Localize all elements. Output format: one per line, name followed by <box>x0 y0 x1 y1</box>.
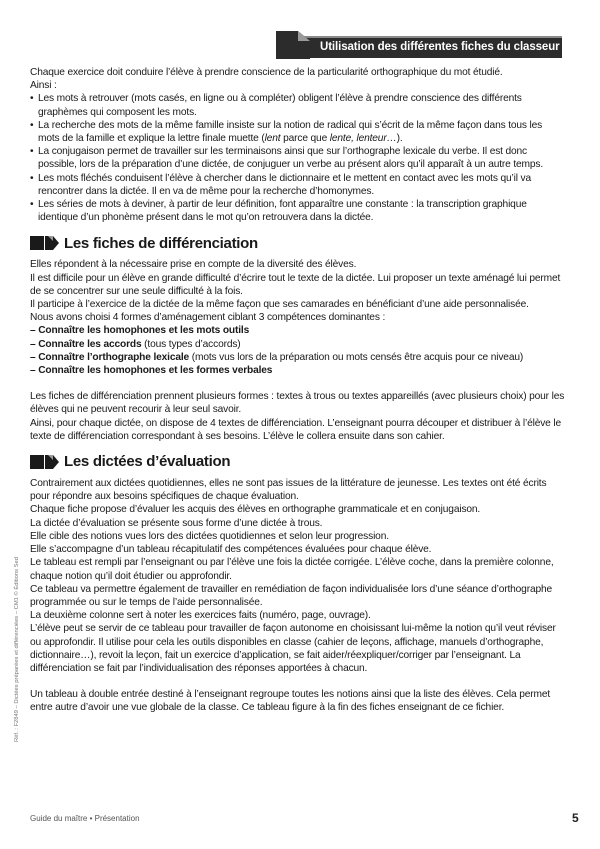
bullet-item: • Les mots à retrouver (mots casés, en ligne ou à compléter) obligent l’élève à prendre conscience des différents graphèmes qui composent les mots. <box>30 92 565 118</box>
paragraph: Ainsi, pour chaque dictée, on dispose de 4 textes de différenciation. L’enseignant pourra découper et distribuer à l’élève le texte de différenciation correspondant à ses besoins. L’élève le collera ensuite dans son cahier. <box>30 417 561 442</box>
paragraph: Il participe à l’exercice de la dictée de la même façon que ses camarades en bénéficiant d’une aide personnalisée. <box>30 299 529 311</box>
paragraph: L’élève peut se servir de ce tableau pour travailler de façon autonome en choisissant lui-même la notion qu’il veut réviser ou approfondir. Il utilise pour cela les outils disponibles en classe (cahier de leçons, affichage, manuels d’orthographe, dictionnaire…), revoit la leçon, fait un exercice d’application, se fait aider/réexpliquer/corriger par l’enseignant. La différenciation se fait par l’individualisation des réponses apportées à chacun. <box>30 623 556 674</box>
paragraph: Il est difficile pour un élève en grande difficulté d’écrire tout le texte de la dictée. Lui proposer un texte aménagé lui permet de se concentrer sur une seule difficulté à la fois. <box>30 272 561 297</box>
side-reference: Réf. : F2849 – Dictées préparées et différenciées – CM1 © Éditions Sed <box>14 557 20 742</box>
bullet-italic: lente, lenteur… <box>329 133 397 145</box>
competence-item <box>30 364 565 377</box>
competence-bold: – Connaître l’orthographe lexicale <box>30 351 190 363</box>
competence-item <box>30 351 565 364</box>
bullet-text: parce que <box>280 133 330 145</box>
paragraph: Ce tableau va permettre également de travailler en remédiation de façon individualisée lors d’une séance d’orthographe programmée ou sur le temps de l’aide personnalisée. <box>30 583 553 608</box>
competence-rest: (tous types d’accords) <box>141 338 241 350</box>
page-header-title: Utilisation des différentes fiches du classeur <box>320 41 560 53</box>
bullet-italic: lent <box>264 133 281 145</box>
competence-item <box>30 324 565 337</box>
paragraph: Le tableau est rempli par l’enseignant ou par l’élève une fois la dictée corrigée. L’élève coche, dans la première colonne, chaque notion qu’il doit étudier ou approfondir. <box>30 557 554 582</box>
paragraph: Les fiches de différenciation prennent plusieurs formes : textes à trous ou textes appareillés (avec plusieurs choix) pour les élèves qui ne peuvent recourir à leur seul savoir. <box>30 391 565 416</box>
bullet-text: ). <box>396 133 403 145</box>
paragraph: Chaque fiche propose d’évaluer les acquis des élèves en orthographe grammaticale et en conjugaison. <box>30 504 481 516</box>
bullet-item: • Les mots fléchés conduisent l’élève à chercher dans le dictionnaire et le mettent en contact avec les mots qu’il va rencontrer dans la dictée. Il en va de même pour la recherche d’homonymes. <box>30 172 565 198</box>
competence-bold: – Connaître les homophones et les formes verbales <box>30 365 273 377</box>
paragraph: Elle s’accompagne d’un tableau récapitulatif des compétences évaluées pour chaque élève. <box>30 544 432 556</box>
competence-bold: – Connaître les homophones et les mots outils <box>30 325 250 337</box>
competence-list <box>30 324 565 377</box>
section-heading-evaluation <box>30 453 565 471</box>
paragraph: Contrairement aux dictées quotidiennes, elles ne sont pas issues de la littérature de jeunesse. Les textes ont été écrits pour répondre aux besoins spécifiques de chaque évaluation. <box>30 478 547 503</box>
intro-ainsi: Ainsi : <box>30 80 57 92</box>
section-arrow-icon <box>30 235 60 251</box>
header-tab-icon <box>276 31 310 59</box>
section-heading-differenciation <box>30 234 565 252</box>
competence-item <box>30 338 565 351</box>
page-content <box>30 66 565 715</box>
paragraph: Elle cible des notions vues lors des dictées quotidiennes et selon leur progression. <box>30 530 389 542</box>
paragraph: Nous avons choisi 4 formes d’aménagement ciblant 3 compétences dominantes : <box>30 312 386 324</box>
page-number: 5 <box>572 811 579 825</box>
closing-paragraph: Un tableau à double entrée destiné à l’enseignant regroupe toutes les notions ainsi que la liste des élèves. Cela permet entre autre d’avoir une vue globale de la classe. Ce tableau figure à la fin des fiches enseignant de ce fichier. <box>30 689 551 714</box>
bullet-item: • Les séries de mots à deviner, à partir de leur définition, font apparaître une constante : la transcription graphique identique d’un phonème présent dans le mot qu’on retrouvera dans la dictée. <box>30 198 565 224</box>
competence-rest: (mots vus lors de la préparation ou mots censés être acquis pour ce niveau) <box>189 351 524 363</box>
intro-bullet-list <box>30 92 565 224</box>
section-title: Les fiches de différenciation <box>64 234 258 252</box>
section-arrow-icon <box>30 454 60 470</box>
paragraph: La dictée d’évaluation se présente sous forme d’une dictée à trous. <box>30 517 323 529</box>
footer-label: Guide du maître • Présentation <box>30 814 140 823</box>
paragraph: Elles répondent à la nécessaire prise en compte de la diversité des élèves. <box>30 259 357 271</box>
section-title: Les dictées d’évaluation <box>64 453 231 471</box>
bullet-text: La recherche des mots de la même famille insiste sur la notion de radical qui s’écrit de la même façon dans tous les mots de la famille et explique la lettre finale muette ( <box>38 119 543 145</box>
bullet-item <box>30 119 565 145</box>
intro-paragraph: Chaque exercice doit conduire l’élève à prendre conscience de la particularité orthographique du mot étudié. <box>30 67 503 78</box>
spacer <box>30 377 565 390</box>
competence-bold: – Connaître les accords <box>30 338 142 350</box>
spacer <box>30 675 565 688</box>
paragraph: La deuxième colonne sert à noter les exercices faits (numéro, page, ouvrage). <box>30 610 371 622</box>
bullet-item: • La conjugaison permet de travailler sur les terminaisons ainsi que sur l’orthographe lexicale du verbe. Il est donc possible, lors de la préparation d’une dictée, de conjuguer un verbe au présent alors qu’il apparaît à un autre temps. <box>30 145 565 171</box>
